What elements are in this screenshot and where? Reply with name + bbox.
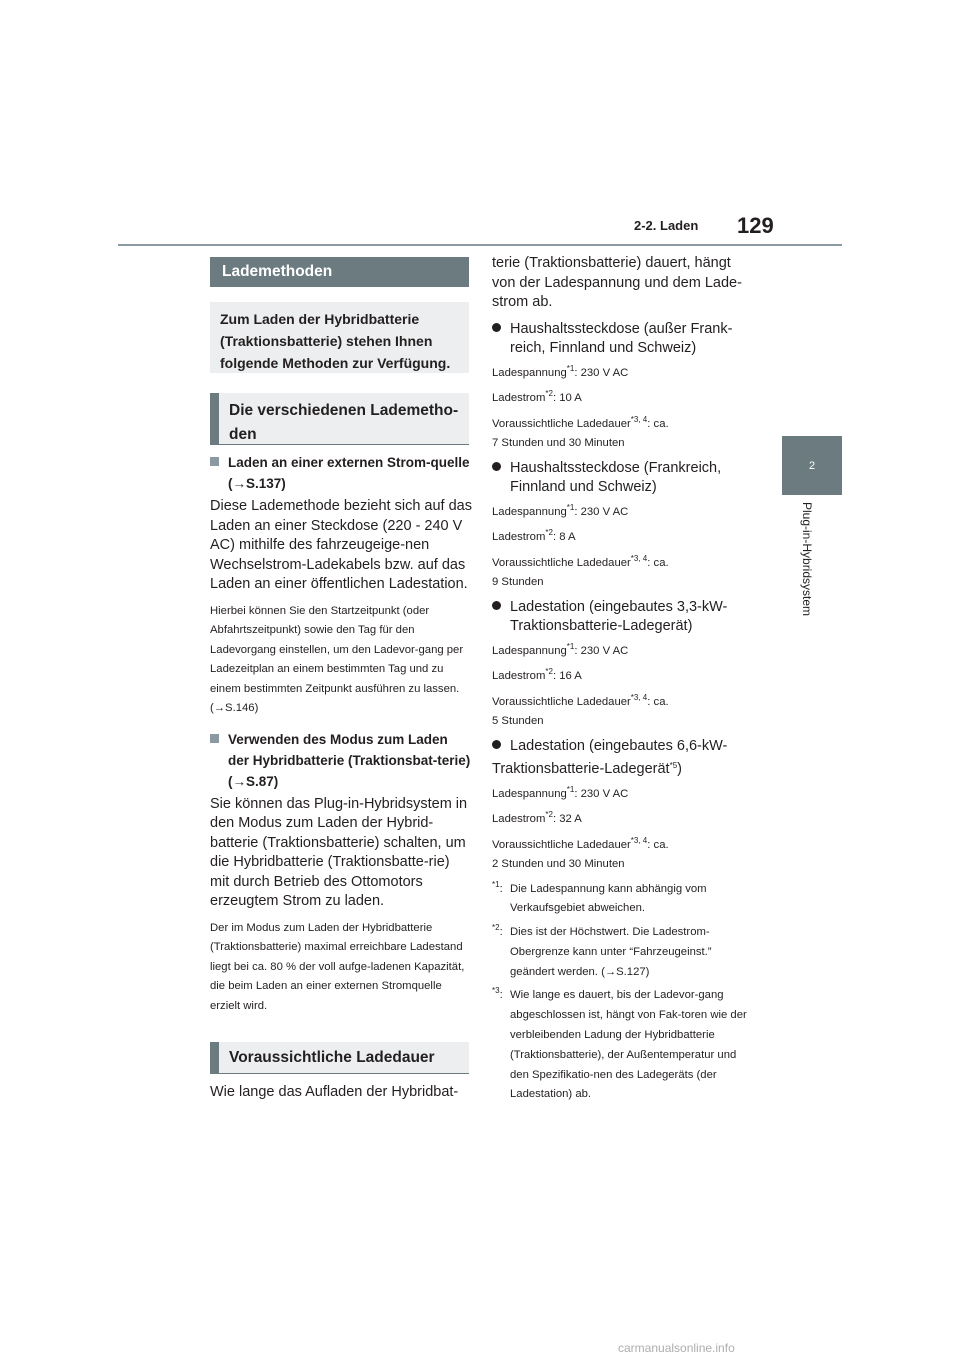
option-voltage: Ladespannung$^{*1}$: 230 V AC bbox=[492, 784, 629, 800]
option-voltage: Ladespannung$^{*1}$: 230 V AC bbox=[492, 363, 629, 379]
option-voltage: Ladespannung$^{*1}$: 230 V AC bbox=[492, 502, 629, 518]
heading-lademethoden-types: Die verschiedenen Lademetho-den bbox=[210, 393, 469, 445]
header-rule bbox=[118, 244, 842, 246]
ladedauer-text: Wie lange das Aufladen der Hybridbat- bbox=[210, 1084, 459, 1100]
option-title: Ladestation (eingebautes 6,6-kW- Traktionsbatterie-Ladegerät$^{*5}$) bbox=[492, 737, 754, 780]
footnote: $^{*2}$: Dies ist der Höchstwert. Die Ladestrom-Obergrenze kann unter “Fahrzeugeinst.” geändert werden. (→S.127) bbox=[492, 923, 712, 978]
left-column-content bbox=[210, 452, 472, 1016]
block2-note: Der im Modus zum Laden der Hybridbatterie (Traktionsbatterie) maximal erreichbare Ladestand liegt bei ca. 80 % der voll aufge-ladenen Kapazität, die beim Laden an einer externen Stromquelle erzielt wird. bbox=[210, 921, 465, 1012]
option-title: Haushaltssteckdose (Frankreich, Finnland und Schweiz) bbox=[492, 459, 754, 498]
block2-text: Sie können das Plug-in-Hybridsystem in den Modus zum Laden der Hybrid-batterie (Traktionsbatterie) schalten, um die Hybridbatterie (Traktionsbatte-rie) mit durch Betrieb des Ottomotors erzeugtem Strom zu laden. bbox=[210, 795, 468, 909]
chapter-label bbox=[800, 502, 820, 642]
option-title: Ladestation (eingebautes 3,3-kW-Traktionsbatterie-Ladegerät) bbox=[492, 598, 754, 637]
option-current: Ladestrom$^{*2}$: 8 A bbox=[492, 528, 576, 543]
option-current: Ladestrom$^{*2}$: 32 A bbox=[492, 810, 582, 825]
option-voltage: Ladespannung$^{*1}$: 230 V AC bbox=[492, 641, 629, 657]
intro-box: Zum Laden der Hybridbatterie (Traktionsbatterie) stehen Ihnen folgende Methoden zur Verfügung. bbox=[210, 302, 469, 373]
option-duration: Voraussichtliche Ladedauer$^{*3, 4}$: ca. 7 Stunden und 30 Minuten bbox=[492, 414, 669, 449]
page-number: 129 bbox=[737, 213, 774, 238]
footnote: $^{*3}$: Wie lange es dauert, bis der Ladevor-gang abgeschlossen ist, hängt von Fak-toren wie der verbleibenden Ladung der Hybridbatterie (Traktionsbatterie), der Außentemperatur und den Spezifikatio-nen des Ladegeräts (der Ladestation) ab. bbox=[492, 986, 747, 1101]
block1-text: Diese Lademethode bezieht sich auf das Laden an einer Steckdose (220 - 240 V AC) mithilfe des fahrzeugeige-nen Wechselstrom-Ladekabels bzw. auf das Laden an einer öffentlichen Ladestation. bbox=[210, 498, 472, 592]
option-current: Ladestrom$^{*2}$: 16 A bbox=[492, 667, 582, 682]
footer-watermark: carmanualsonline.info bbox=[618, 1341, 735, 1355]
block2-title: Verwenden des Modus zum Laden der Hybridbatterie (Traktionsbat-terie) (→S.87) bbox=[210, 729, 472, 792]
chapter-tab[interactable] bbox=[782, 436, 842, 495]
heading-lademethoden: Lademethoden bbox=[210, 257, 469, 287]
heading-ladedauer: Voraussichtliche Ladedauer bbox=[210, 1042, 469, 1074]
block1-note: Hierbei können Sie den Startzeitpunkt (oder Abfahrtszeitpunkt) sowie den Tag für den Ladevorgang einstellen, um den Ladevor-gang per Ladezeitplan an einem bestimmten Tag und zu einem bestimmten Zeitpunkt ausführen zu lassen. (→S.146) bbox=[210, 604, 464, 714]
continued-text: terie (Traktionsbatterie) dauert, hängt von der Ladespannung und dem Lade-strom ab. bbox=[492, 255, 742, 310]
chapter-label-text: Plug-in-Hybridsystem bbox=[800, 502, 814, 617]
option-current: Ladestrom$^{*2}$: 10 A bbox=[492, 389, 582, 404]
section-title: 2-2. Laden bbox=[634, 218, 699, 233]
chapter-number: 2 bbox=[808, 459, 816, 472]
block1-title: Laden an einer externen Strom-quelle (→S.137) bbox=[210, 452, 472, 494]
option-title: Haushaltssteckdose (außer Frank-reich, Finnland und Schweiz) bbox=[492, 320, 754, 359]
option-duration: Voraussichtliche Ladedauer$^{*3, 4}$: ca. 5 Stunden bbox=[492, 692, 669, 727]
right-column-content bbox=[492, 254, 754, 1105]
footnote: $^{*1}$: Die Ladespannung kann abhängig vom Verkaufsgebiet abweichen. bbox=[492, 879, 707, 915]
option-duration: Voraussichtliche Ladedauer$^{*3, 4}$: ca. 9 Stunden bbox=[492, 553, 669, 588]
option-duration: Voraussichtliche Ladedauer$^{*3, 4}$: ca. 2 Stunden und 30 Minuten bbox=[492, 835, 669, 870]
